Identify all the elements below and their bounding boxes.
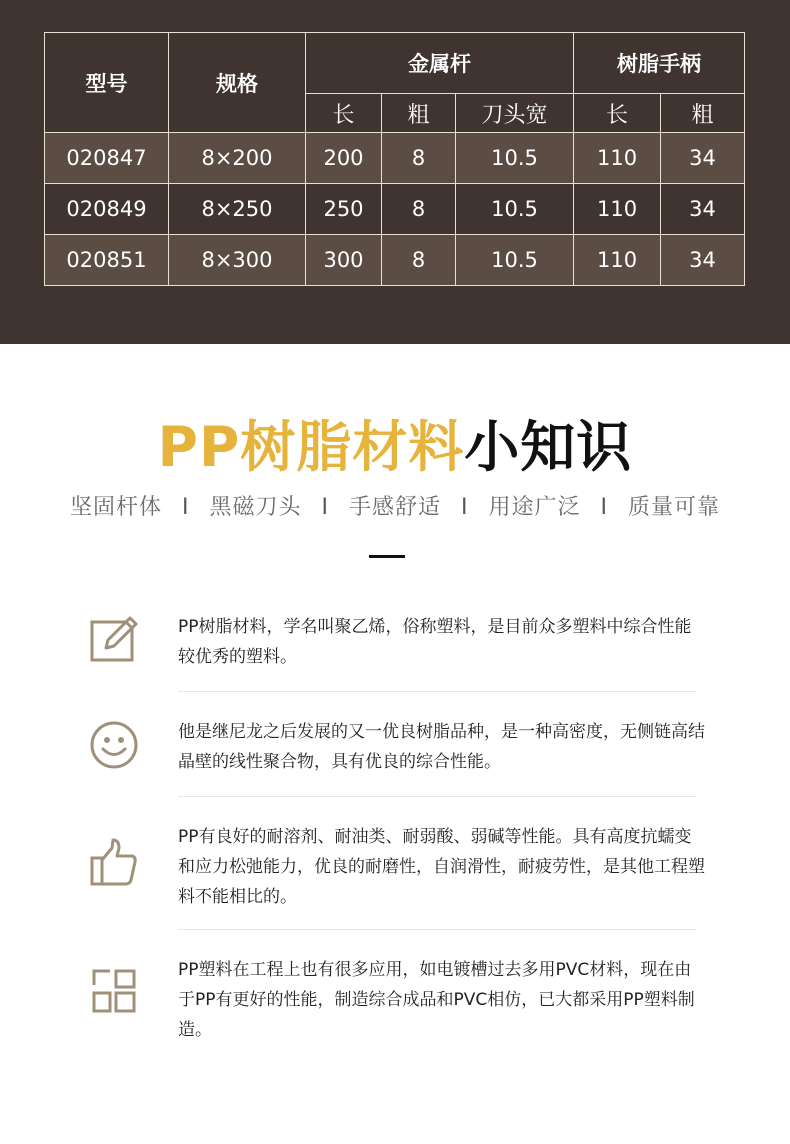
table-row (45, 184, 745, 235)
header-blade-width: 刀头宽 (456, 94, 574, 133)
tagline-separator: I (461, 495, 469, 520)
table-row (45, 235, 745, 286)
divider (178, 929, 696, 930)
tagline-item: 手感舒适 (348, 495, 441, 520)
tagline-item: 黑磁刀头 (209, 495, 302, 520)
smiley-icon (88, 717, 140, 769)
cell-blade-width: 10.5 (456, 235, 574, 286)
cell-blade-width: 10.5 (456, 133, 574, 184)
info-text: PP树脂材料，学名叫聚乙烯，俗称塑料，是目前众多塑料中综合性能较优秀的塑料。 (178, 617, 692, 667)
spec-table (44, 32, 745, 286)
header-handle-length: 长 (574, 94, 661, 133)
cell-rod-thickness: 8 (382, 235, 456, 286)
cell-handle-length: 110 (574, 133, 661, 184)
header-model: 型号 (45, 33, 169, 133)
header-spec: 规格 (169, 33, 306, 133)
cell-model: 020851 (45, 235, 169, 286)
grid-icon (88, 965, 140, 1017)
feature-tagline (0, 490, 790, 526)
section-title (0, 412, 790, 482)
tagline-item: 坚固杆体 (69, 495, 162, 520)
cell-spec: 8×300 (169, 235, 306, 286)
cell-spec: 8×200 (169, 133, 306, 184)
cell-rod-thickness: 8 (382, 184, 456, 235)
cell-model: 020847 (45, 133, 169, 184)
cell-blade-width: 10.5 (456, 184, 574, 235)
divider (178, 691, 696, 692)
info-text: PP塑料在工程上也有很多应用，如电镀槽过去多用PVC材料，现在由于PP有更好的性能，制造综合成品和PVC相仿，已大都采用PP塑料制造。 (178, 960, 695, 1040)
header-rod-thickness: 粗 (382, 94, 456, 133)
spec-table-section (0, 0, 790, 344)
info-text: 他是继尼龙之后发展的又一优良树脂品种，是一种高密度，无侧链高结晶壁的线性聚合物，具有优良的综合性能。 (178, 722, 705, 772)
cell-spec: 8×250 (169, 184, 306, 235)
info-text: PP有良好的耐溶剂、耐油类、耐弱酸、弱碱等性能。具有高度抗蠕变和应力松弛能力，优良的耐磨性，自润滑性，耐疲劳性，是其他工程塑料不能相比的。 (178, 827, 705, 907)
cell-rod-thickness: 8 (382, 133, 456, 184)
section-title-gold: PP树脂材料 (157, 415, 465, 479)
table-row (45, 133, 745, 184)
cell-model: 020849 (45, 184, 169, 235)
tagline-item: 用途广泛 (488, 495, 581, 520)
cell-rod-length: 250 (306, 184, 382, 235)
header-resin-handle: 树脂手柄 (574, 33, 745, 94)
tagline-separator: I (600, 495, 609, 520)
cell-handle-length: 110 (574, 184, 661, 235)
cell-handle-thickness: 34 (661, 133, 745, 184)
title-underline (369, 555, 405, 558)
tagline-separator: I (321, 495, 329, 520)
edit-icon (88, 612, 140, 664)
cell-rod-length: 200 (306, 133, 382, 184)
tagline-item: 质量可靠 (628, 495, 721, 520)
header-rod-length: 长 (306, 94, 382, 133)
cell-handle-length: 110 (574, 235, 661, 286)
divider (178, 796, 696, 797)
cell-handle-thickness: 34 (661, 184, 745, 235)
thumbs-up-icon (88, 836, 140, 888)
header-metal-rod: 金属杆 (306, 33, 574, 94)
section-title-dark: 小知识 (464, 415, 633, 479)
cell-handle-thickness: 34 (661, 235, 745, 286)
tagline-separator: I (181, 495, 190, 520)
header-handle-thickness: 粗 (661, 94, 745, 133)
cell-rod-length: 300 (306, 235, 382, 286)
